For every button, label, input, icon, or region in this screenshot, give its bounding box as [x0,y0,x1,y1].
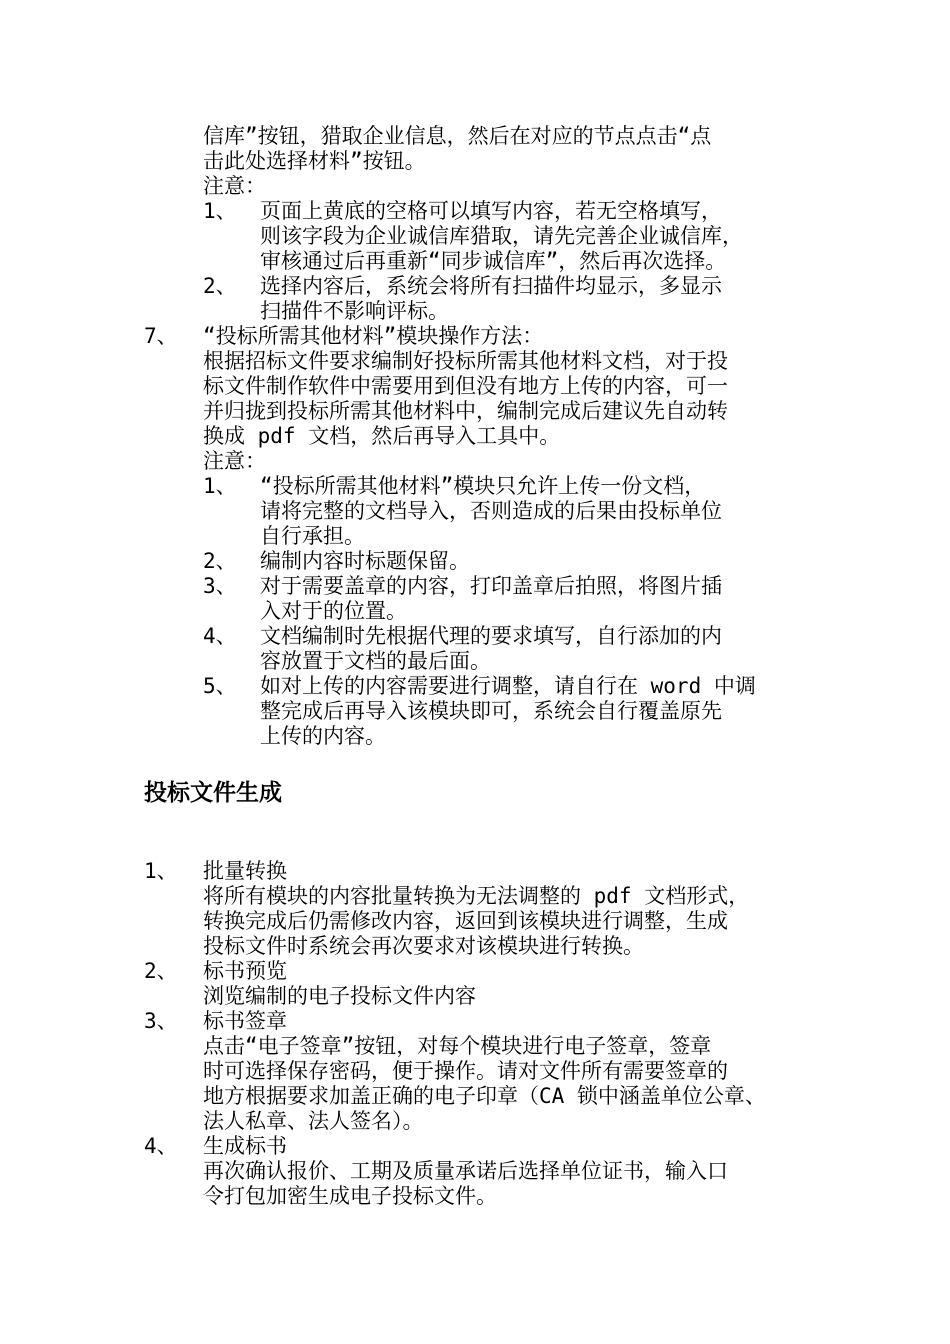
note-line: 入对于的位置。 [260,599,407,623]
note-line: 自行承担。 [260,524,365,548]
note-number: 2、 [203,549,237,573]
section-number: 7、 [144,324,178,348]
note-line: “投标所需其他材料”模块只允许上传一份文档， [260,474,706,498]
note-line: 整完成后再导入该模块即可，系统会自行覆盖原先 [260,699,722,723]
item-number: 3、 [144,1009,178,1033]
note-number: 2、 [203,274,237,298]
section-title: “投标所需其他材料”模块操作方法： [203,324,544,348]
note-line: 选择内容后，系统会将所有扫描件均显示，多显示 [260,274,722,298]
item-number: 1、 [144,859,178,883]
note-number: 4、 [203,624,237,648]
note-label: 注意： [203,174,266,198]
section-heading: 投标文件生成 [144,780,282,806]
item-line: 投标文件时系统会再次要求对该模块进行转换。 [203,934,644,958]
paragraph-line: 标文件制作软件中需要用到但没有地方上传的内容，可一 [203,374,728,398]
item-line: 转换完成后仍需修改内容，返回到该模块进行调整，生成 [203,909,728,933]
paragraph-line: 信库”按钮，猎取企业信息，然后在对应的节点点击“点 [203,124,712,148]
item-line: 令打包加密生成电子投标文件。 [203,1184,497,1208]
note-line: 对于需要盖章的内容，打印盖章后拍照，将图片插 [260,574,722,598]
item-number: 2、 [144,959,178,983]
note-number: 3、 [203,574,237,598]
note-line: 上传的内容。 [260,724,386,748]
item-line: 浏览编制的电子投标文件内容 [203,984,476,1008]
note-number: 1、 [203,199,237,223]
item-title: 批量转换 [203,859,287,883]
item-line: 再次确认报价、工期及质量承诺后选择单位证书，输入口 [203,1159,728,1183]
note-line: 扫描件不影响评标。 [260,299,449,323]
paragraph-line: 换成 pdf 文档，然后再导入工具中。 [203,424,561,448]
note-line: 容放置于文档的最后面。 [260,649,491,673]
note-number: 5、 [203,674,237,698]
note-number: 1、 [203,474,237,498]
paragraph-line: 根据招标文件要求编制好投标所需其他材料文档，对于投 [203,349,728,373]
item-title: 标书预览 [203,959,287,983]
note-line: 请将完整的文档导入，否则造成的后果由投标单位 [260,499,722,523]
item-line: 地方根据要求加盖正确的电子印章（CA 锁中涵盖单位公章、 [203,1084,766,1108]
paragraph-line: 并归拢到投标所需其他材料中，编制完成后建议先自动转 [203,399,728,423]
item-title: 生成标书 [203,1134,287,1158]
note-line: 则该字段为企业诚信库猎取，请先完善企业诚信库， [260,224,743,248]
item-line: 时可选择保存密码，便于操作。请对文件所有需要签章的 [203,1059,728,1083]
note-label: 注意： [203,449,266,473]
note-line: 编制内容时标题保留。 [260,549,470,573]
item-line: 点击“电子签章”按钮，对每个模块进行电子签章，签章 [203,1034,712,1058]
item-number: 4、 [144,1134,178,1158]
item-line: 法人私章、法人签名）。 [203,1109,424,1133]
note-line: 如对上传的内容需要进行调整，请自行在 word 中调 [260,674,756,698]
note-line: 页面上黄底的空格可以填写内容，若无空格填写， [260,199,722,223]
item-title: 标书签章 [203,1009,287,1033]
paragraph-line: 击此处选择材料”按钮。 [203,149,426,173]
note-line: 文档编制时先根据代理的要求填写，自行添加的内 [260,624,722,648]
note-line: 审核通过后再重新“同步诚信库”，然后再次选择。 [260,249,727,273]
item-line: 将所有模块的内容批量转换为无法调整的 pdf 文档形式， [203,884,750,908]
